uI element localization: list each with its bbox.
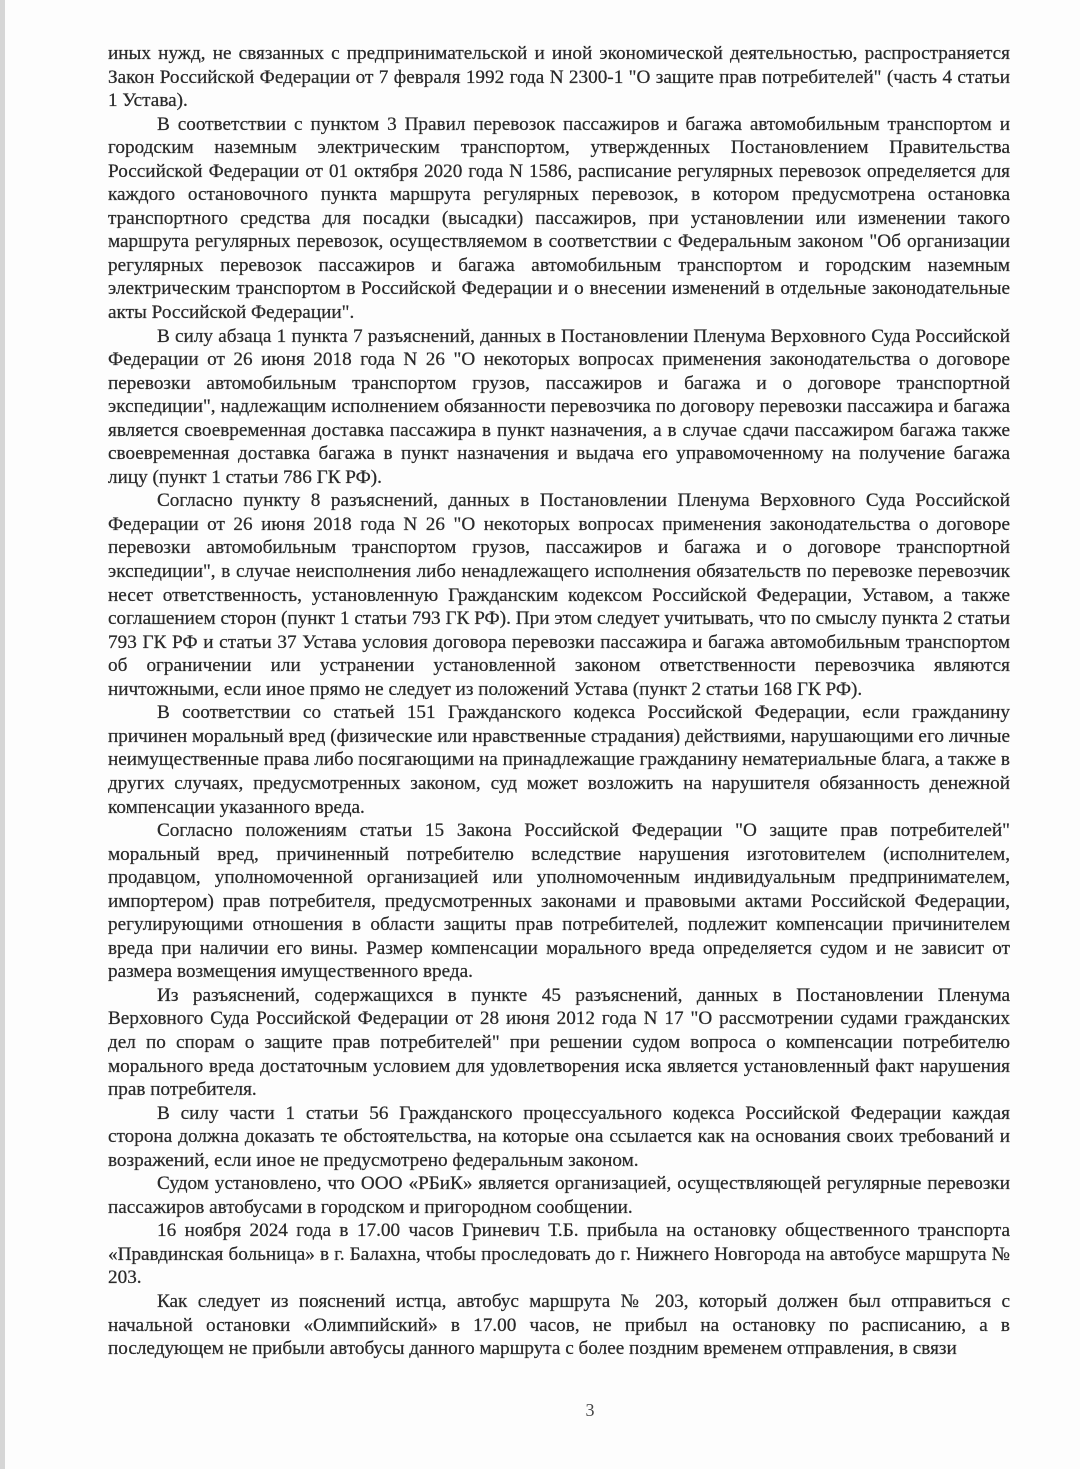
paragraph-continuation: иных нужд, не связанных с предпринимательской и иной экономической деятельностью, распространяется Закон Российской Федерации от 7 февраля 1992 года N 2300-1 "О защите прав потребителей" (часть 4 статьи 1 Устава). xyxy=(108,43,1010,112)
paragraph-plenum-point-8: Согласно пункту 8 разъяснений, данных в Постановлении Пленума Верховного Суда Российской Федерации от 26 июня 2018 года N 26 "О некоторых вопросах применения законодательства о договоре перевозки автомобильным транспортом грузов, пассажиров и багажа и о договоре транспортной экспедиции", в случае неисполнения либо ненадлежащего исполнения обязательств по перевозке перевозчик несет ответственность, установленную Гражданским кодексом Российской Федерации, Уставом, а также соглашением сторон (пункт 1 статьи 793 ГК РФ). При этом следует учитывать, что по смыслу пункта 2 статьи 793 ГК РФ и статьи 37 Устава условия договора перевозки пассажира и багажа автомобильным транспортом об ограничении или устранении установленной законом ответственности перевозчика являются ничтожными, если иное прямо не следует из положений Устава (пункт 2 статьи 168 ГК РФ). xyxy=(108,490,1010,700)
paragraph-transport-rules: В соответствии с пунктом 3 Правил перевозок пассажиров и багажа автомобильным транспортом и городским наземным электрическим транспортом, утвержденных Постановлением Правительства Российской Федерации от 01 октября 2020 года N 1586, расписание регулярных перевозок определяется для каждого остановочного пункта маршрута регулярных перевозок, в котором предусмотрена остановка транспортного средства для посадки (высадки) пассажиров, при установлении или изменении такого маршрута регулярных перевозок, осуществляемом в соответствии с Федеральным законом "Об организации регулярных перевозок пассажиров и багажа автомобильным транспортом и городским наземным электрическим транспортом в Российской Федерации и о внесении изменений в отдельные законодательные акты Российской Федерации". xyxy=(108,113,1010,324)
paragraph-article-151: В соответствии со статьей 151 Гражданского кодекса Российской Федерации, если гражданину причинен моральный вред (физические или нравственные страдания) действиями, нарушающими его личные неимущественные права либо посягающими на принадлежащие гражданину нематериальные блага, а также в других случаях, предусмотренных законом, суд может возложить на нарушителя обязанность денежной компенсации указанного вреда. xyxy=(108,702,1010,818)
paragraph-article-56-civil-procedure: В силу части 1 статьи 56 Гражданского процессуального кодекса Российской Федерации каждая сторона должна доказать те обстоятельства, на которые она ссылается как на основания своих требований и возражений, если иное не предусмотрено федеральным законом. xyxy=(108,1102,1010,1171)
document-page xyxy=(108,42,1010,1361)
paragraph-event-date: 16 ноября 2024 года в 17.00 часов Гриневич Т.Б. прибыла на остановку общественного транспорта «Правдинская больница» в г. Балахна, чтобы проследовать до г. Нижнего Новгорода на автобусе маршрута № 203. xyxy=(108,1220,1010,1289)
paragraph-court-established: Судом установлено, что ООО «РБиК» является организацией, осуществляющей регулярные перевозки пассажиров автобусами в городском и пригородном сообщении. xyxy=(108,1173,1010,1218)
page-number: 3 xyxy=(585,1400,595,1420)
page-left-edge xyxy=(0,0,5,1469)
paragraph-plaintiff-explanations: Как следует из пояснений истца, автобус маршрута № 203, который должен был отправиться с начальной остановки «Олимпийский» в 17.00 часов, не прибыл на остановку по расписанию, а в последующем не прибыли автобусы данного маршрута с более поздним временем отправления, в связи xyxy=(108,1290,1010,1360)
paragraph-plenum-point-45: Из разъяснений, содержащихся в пункте 45 разъяснений, данных в Постановлении Пленума Верховного Суда Российской Федерации от 28 июня 2012 года N 17 "О рассмотрении судами гражданских дел по спорам о защите прав потребителей" при решении судом вопроса о компенсации потребителю морального вреда достаточным условием для удовлетворения иска является установленный факт нарушения прав потребителя. xyxy=(108,984,1010,1101)
paragraph-plenum-point-7: В силу абзаца 1 пункта 7 разъяснений, данных в Постановлении Пленума Верховного Суда Российской Федерации от 26 июня 2018 года N 26 "О некоторых вопросах применения законодательства о договоре перевозки автомобильным транспортом грузов, пассажиров и багажа и о договоре транспортной экспедиции", надлежащим исполнением обязанности перевозчика по договору перевозки пассажира и багажа является своевременная доставка пассажира в пункт назначения, а в случае сдачи пассажиром багажа также своевременная доставка багажа в пункт назначения и выдача его управомоченному на получение багажа лицу (пункт 1 статьи 786 ГК РФ). xyxy=(108,325,1010,488)
paragraph-article-15-consumer-law: Согласно положениям статьи 15 Закона Российской Федерации "О защите прав потребителей" моральный вред, причиненный потребителю вследствие нарушения изготовителем (исполнителем, продавцом, уполномоченной организацией или уполномоченным индивидуальным предпринимателем, импортером) прав потребителя, предусмотренных законами и правовыми актами Российской Федерации, регулирующими отношения в области защиты прав потребителей, подлежит компенсации причинителем вреда при наличии его вины. Размер компенсации морального вреда определяется судом и не зависит от размера возмещения имущественного вреда. xyxy=(108,820,1010,983)
